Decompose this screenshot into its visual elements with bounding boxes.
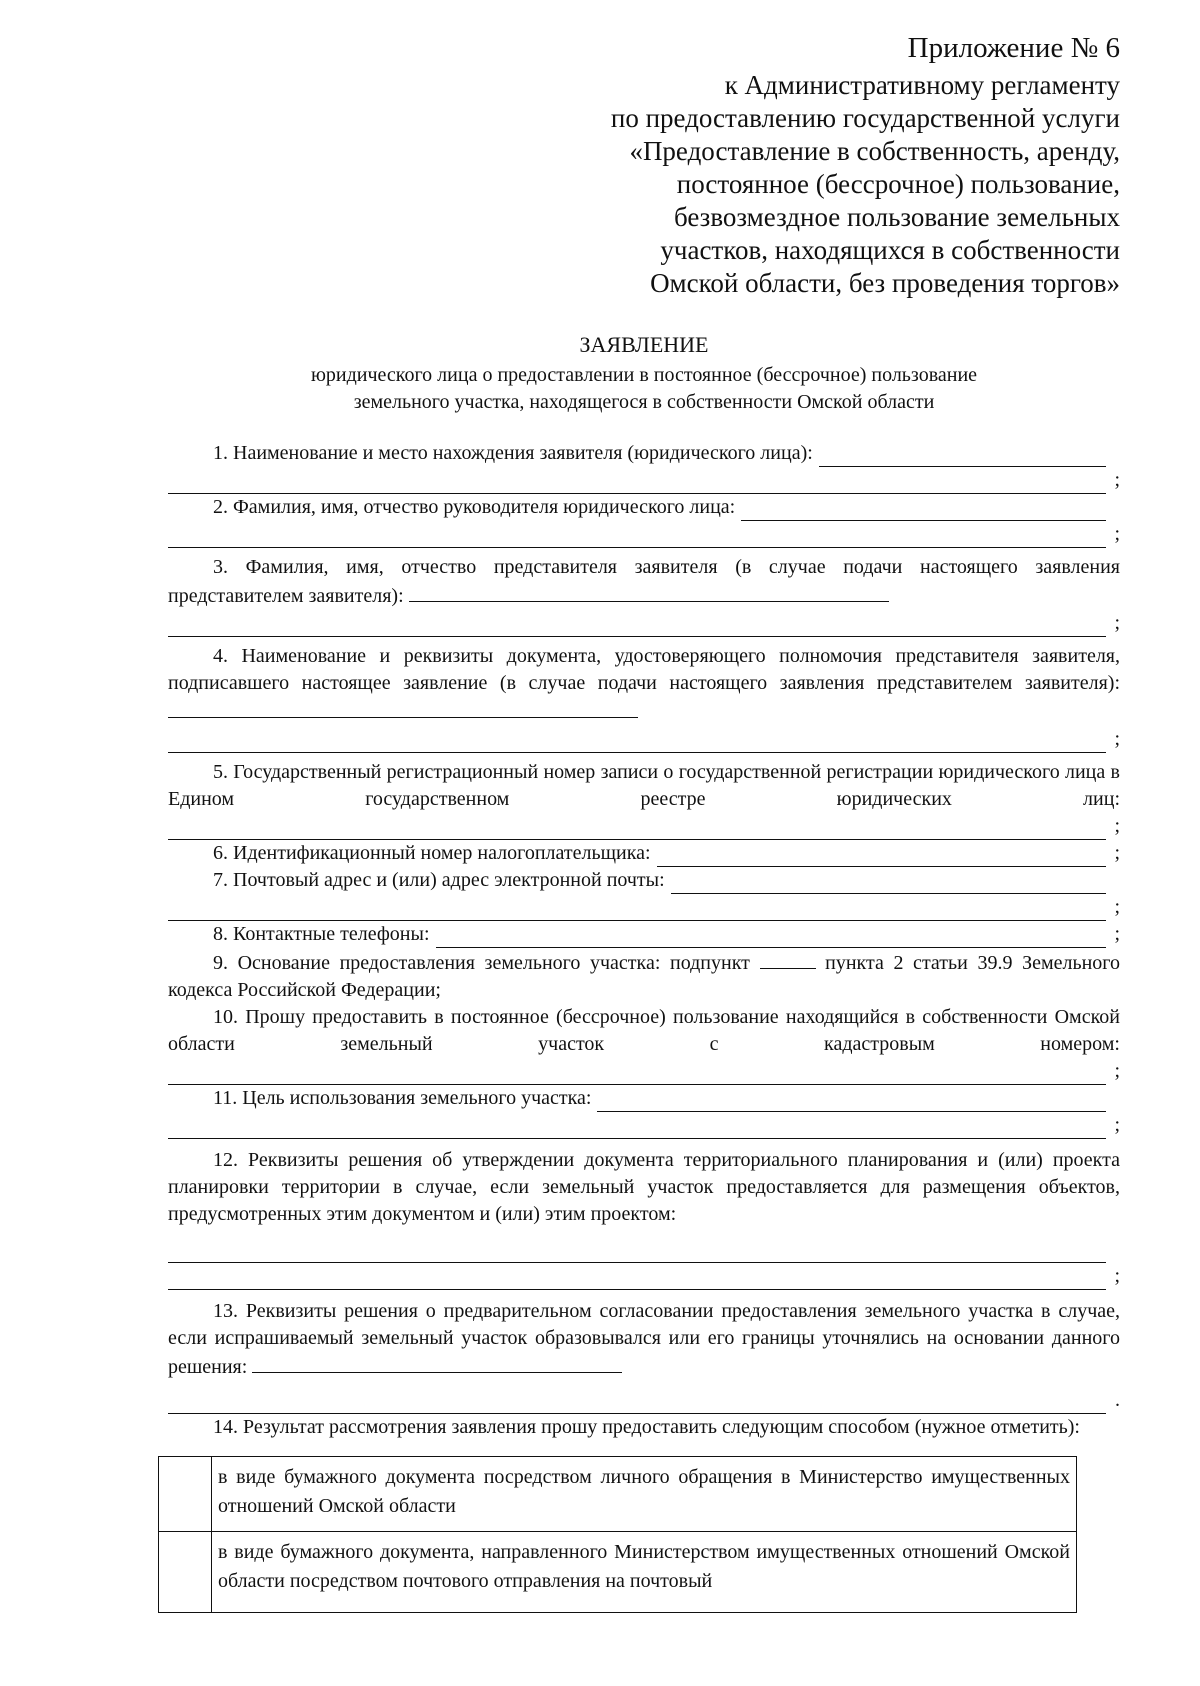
field-10-blank[interactable] xyxy=(168,1064,1106,1085)
document-title: ЗАЯВЛЕНИЕ xyxy=(579,332,709,357)
appendix-header xyxy=(560,32,1120,300)
form-body xyxy=(168,440,1120,1441)
field-3-text: 3. Фамилия, имя, отчество представителя заявителя (в случае подачи настоящего заявления представителем заявителя): xyxy=(168,556,1120,607)
option-text-post: в виде бумажного документа, направленного Министерством имущественных отношений Омской области посредством почтового отправления на почтовый xyxy=(212,1532,1077,1613)
subtitle-line-2: земельного участка, находящегося в собственности Омской области xyxy=(353,391,935,413)
field-4-label xyxy=(168,643,1120,726)
semicolon: ; xyxy=(1114,815,1120,837)
field-7-row xyxy=(168,867,1120,894)
semicolon: ; xyxy=(1114,1114,1120,1136)
field-8-blank[interactable] xyxy=(436,927,1107,948)
field-11-label: 11. Цель использования земельного участка: xyxy=(213,1087,592,1109)
document-subtitle xyxy=(168,362,1120,416)
field-4-continuation xyxy=(168,726,1120,753)
field-12-blank-2[interactable] xyxy=(168,1269,1106,1290)
field-2-blank[interactable] xyxy=(741,500,1106,521)
field-8-row xyxy=(168,921,1120,948)
field-2-row xyxy=(168,494,1120,521)
field-3-label xyxy=(168,554,1120,610)
subtitle-line-1: юридического лица о предоставлении в постоянное (бессрочное) пользование xyxy=(310,364,978,386)
field-11-blank-2[interactable] xyxy=(168,1118,1106,1139)
field-11-row xyxy=(168,1085,1120,1112)
field-2-label: 2. Фамилия, имя, отчество руководителя юридического лица: xyxy=(213,496,736,518)
field-9-text-b: пункта 2 статьи 39.9 Земельного кодекса Российской Федерации; xyxy=(168,952,1121,1001)
field-6-row xyxy=(168,840,1120,867)
semicolon: ; xyxy=(1114,842,1120,864)
appendix-header-line: участков, находящихся в собственности xyxy=(660,235,1120,265)
field-13-continuation xyxy=(168,1387,1120,1414)
appendix-header-line: Омской области, без проведения торгов» xyxy=(650,268,1120,298)
field-10-continuation xyxy=(168,1058,1120,1085)
field-1-label: 1. Наименование и место нахождения заявителя (юридического лица): xyxy=(213,442,813,464)
field-5-label: 5. Государственный регистрационный номер записи о государственной регистрации юридического лица в Едином государственном реестре юридических лиц: xyxy=(168,761,1120,810)
delivery-options-table xyxy=(158,1456,1077,1613)
field-7-continuation xyxy=(168,894,1120,921)
field-10-label: 10. Прошу предоставить в постоянное (бессрочное) пользование находящийся в собственности Омской области земельный участок с кадастровым номером: xyxy=(168,1006,1120,1055)
field-1-blank-2[interactable] xyxy=(168,473,1106,494)
field-9-subparagraph-blank[interactable] xyxy=(760,948,816,969)
field-2-blank-2[interactable] xyxy=(168,527,1106,548)
period: . xyxy=(1115,1389,1120,1411)
field-5-blank[interactable] xyxy=(168,819,1106,840)
option-row-post xyxy=(159,1532,1077,1613)
appendix-header-line: постоянное (бессрочное) пользование, xyxy=(676,169,1120,199)
appendix-header-line: по предоставлению государственной услуги xyxy=(610,103,1120,133)
semicolon: ; xyxy=(1114,469,1120,491)
option-row-personal xyxy=(159,1457,1077,1532)
semicolon: ; xyxy=(1114,923,1120,945)
field-4-blank-2[interactable] xyxy=(168,732,1106,753)
field-1-row xyxy=(168,440,1120,467)
field-13-text: 13. Реквизиты решения о предварительном согласовании предоставления земельного участка в случае, если испрашиваемый земельный участок образовывался или его границы уточнялись на основании данного решения: xyxy=(168,1300,1120,1378)
field-5-continuation xyxy=(168,813,1120,840)
field-1-blank[interactable] xyxy=(819,446,1106,467)
field-12-label: 12. Реквизиты решения об утверждении документа территориального планирования и (или) проекта планировки территории в случае, если земельный участок предоставляется для размещения объектов, предусмотренных этим документом и (или) этим проектом: xyxy=(168,1149,1120,1225)
field-4-blank[interactable] xyxy=(168,697,638,718)
semicolon: ; xyxy=(1114,523,1120,545)
field-12-blank[interactable] xyxy=(168,1242,1106,1263)
semicolon: ; xyxy=(1114,1265,1120,1287)
field-11-blank[interactable] xyxy=(597,1091,1106,1112)
semicolon: ; xyxy=(1114,1060,1120,1082)
field-9-text-a: 9. Основание предоставления земельного участка: подпункт xyxy=(213,952,750,974)
field-7-blank[interactable] xyxy=(671,873,1106,894)
field-13-blank[interactable] xyxy=(252,1352,622,1373)
appendix-number: Приложение № 6 xyxy=(907,32,1120,64)
appendix-header-line: «Предоставление в собственность, аренду, xyxy=(629,136,1120,166)
field-7-blank-2[interactable] xyxy=(168,900,1106,921)
field-12-continuation xyxy=(168,1236,1120,1263)
field-3-blank[interactable] xyxy=(409,581,889,602)
field-9-label xyxy=(168,948,1120,1004)
field-6-blank[interactable] xyxy=(657,846,1106,867)
appendix-header-line: безвозмездное пользование земельных xyxy=(673,202,1120,232)
option-checkbox-post[interactable] xyxy=(159,1532,212,1613)
field-4-text: 4. Наименование и реквизиты документа, удостоверяющего полномочия представителя заявителя, подписавшего настоящее заявление (в случае подачи настоящего заявления представителем заявителя): xyxy=(168,645,1120,694)
field-7-label: 7. Почтовый адрес и (или) адрес электронной почты: xyxy=(213,869,665,891)
field-12-continuation-2 xyxy=(168,1263,1120,1290)
field-3-blank-2[interactable] xyxy=(168,616,1106,637)
option-text-personal: в виде бумажного документа посредством личного обращения в Министерство имущественных отношений Омской области xyxy=(212,1457,1077,1532)
field-14-label: 14. Результат рассмотрения заявления прошу предоставить следующим способом (нужное отметить): xyxy=(213,1416,1080,1438)
field-13-label xyxy=(168,1298,1120,1381)
field-6-label: 6. Идентификационный номер налогоплательщика: xyxy=(213,842,651,864)
semicolon: ; xyxy=(1114,896,1120,918)
option-checkbox-personal[interactable] xyxy=(159,1457,212,1532)
semicolon: ; xyxy=(1114,612,1120,634)
field-1-continuation xyxy=(168,467,1120,494)
field-3-continuation xyxy=(168,610,1120,637)
field-2-continuation xyxy=(168,521,1120,548)
appendix-header-line: к Административному регламенту xyxy=(724,70,1120,100)
field-8-label: 8. Контактные телефоны: xyxy=(213,923,430,945)
field-11-continuation xyxy=(168,1112,1120,1139)
field-13-blank-2[interactable] xyxy=(168,1393,1106,1414)
semicolon: ; xyxy=(1114,728,1120,750)
